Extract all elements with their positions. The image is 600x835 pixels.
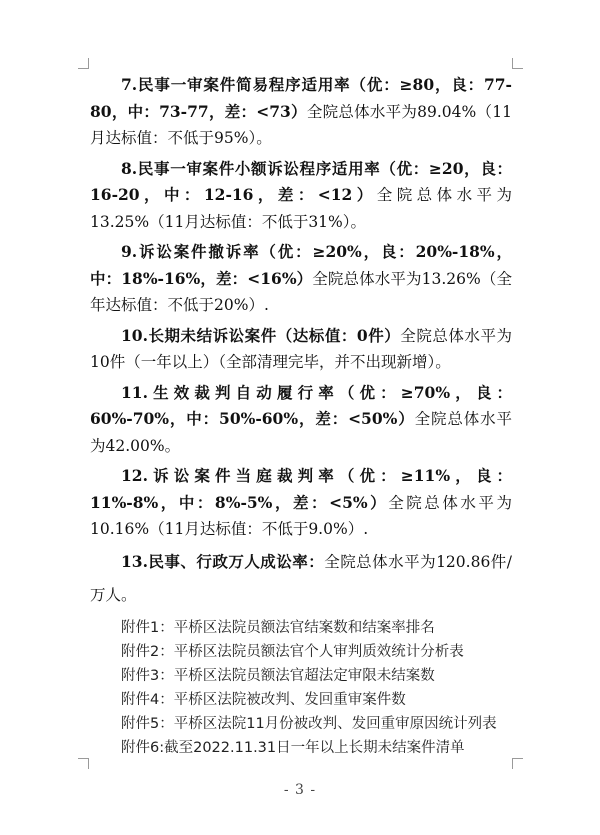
item-10 <box>90 323 512 376</box>
attachment-3: 附件3：平桥区法院员额法官超法定审限未结案数 <box>121 667 435 684</box>
item-12 <box>90 463 512 543</box>
attachment-2: 附件2：平桥区法院员额法官个人审判质效统计分析表 <box>121 643 464 660</box>
item-12-heading: 12.诉讼案件当庭裁判率（优：≥11%，良：11%-8%，中：8%-5%，差：<5%） <box>90 466 512 512</box>
item-11-heading: 11.生效裁判自动履行率（优：≥70%，良：60%-70%，中：50%-60%，差：<50%） <box>90 382 512 428</box>
attachment-5: 附件5：平桥区法院11月份被改判、发回重审原因统计列表 <box>121 715 497 732</box>
item-7 <box>90 72 512 152</box>
attachments-list <box>90 616 512 760</box>
page-number: - 3 - <box>283 782 317 798</box>
attachment-1: 附件1：平桥区法院员额法官结案数和结案率排名 <box>121 619 435 636</box>
crop-mark-top-right <box>512 58 523 69</box>
item-13-text: 全院总体水平为120.86件/万人。 <box>90 552 512 604</box>
item-7-text: 全院总体水平为89.04%（11月达标值：不低于95%）。 <box>90 102 513 147</box>
item-10-text: 全院总体水平为10件（一年以上）（全部清理完毕，并不出现新增）。 <box>90 326 512 371</box>
item-13-heading: 13.民事、行政万人成讼率： <box>121 551 325 571</box>
item-11-text: 全院总体水平为42.00%。 <box>90 410 512 455</box>
item-11 <box>90 380 512 460</box>
item-10-heading: 10.长期未结诉讼案件（达标值：0件） <box>121 325 401 345</box>
item-7-heading: 7.民事一审案件简易程序适用率（优：≥80，良：77-80，中：73-77，差：<73） <box>90 75 512 121</box>
document-body <box>90 72 512 760</box>
item-8-text: 全院总体水平为13.25%（11月达标值：不低于31%）。 <box>90 186 512 231</box>
item-8-heading: 8.民事一审案件小额诉讼程序适用率（优：≥20，良：16-20，中：12-16，差：<12） <box>90 158 512 204</box>
attachment-4: 附件4：平桥区法院被改判、发回重审案件数 <box>121 691 406 708</box>
crop-mark-bottom-left <box>78 758 89 769</box>
attachment-6: 附件6:截至2022.11.31日一年以上长期未结案件清单 <box>121 739 465 756</box>
item-8 <box>90 156 512 236</box>
item-12-text: 全院总体水平为10.16%（11月达标值：不低于9.0%）. <box>90 493 512 538</box>
item-9 <box>90 239 512 319</box>
item-9-text: 全院总体水平为13.26%（全年达标值：不低于20%）. <box>90 269 512 314</box>
crop-mark-bottom-right <box>512 758 523 769</box>
item-9-heading: 9.诉讼案件撤诉率（优：≥20%，良：20%-18%，中：18%-16%，差：<16%） <box>90 242 512 288</box>
item-13 <box>90 545 512 612</box>
crop-mark-top-left <box>78 58 89 69</box>
